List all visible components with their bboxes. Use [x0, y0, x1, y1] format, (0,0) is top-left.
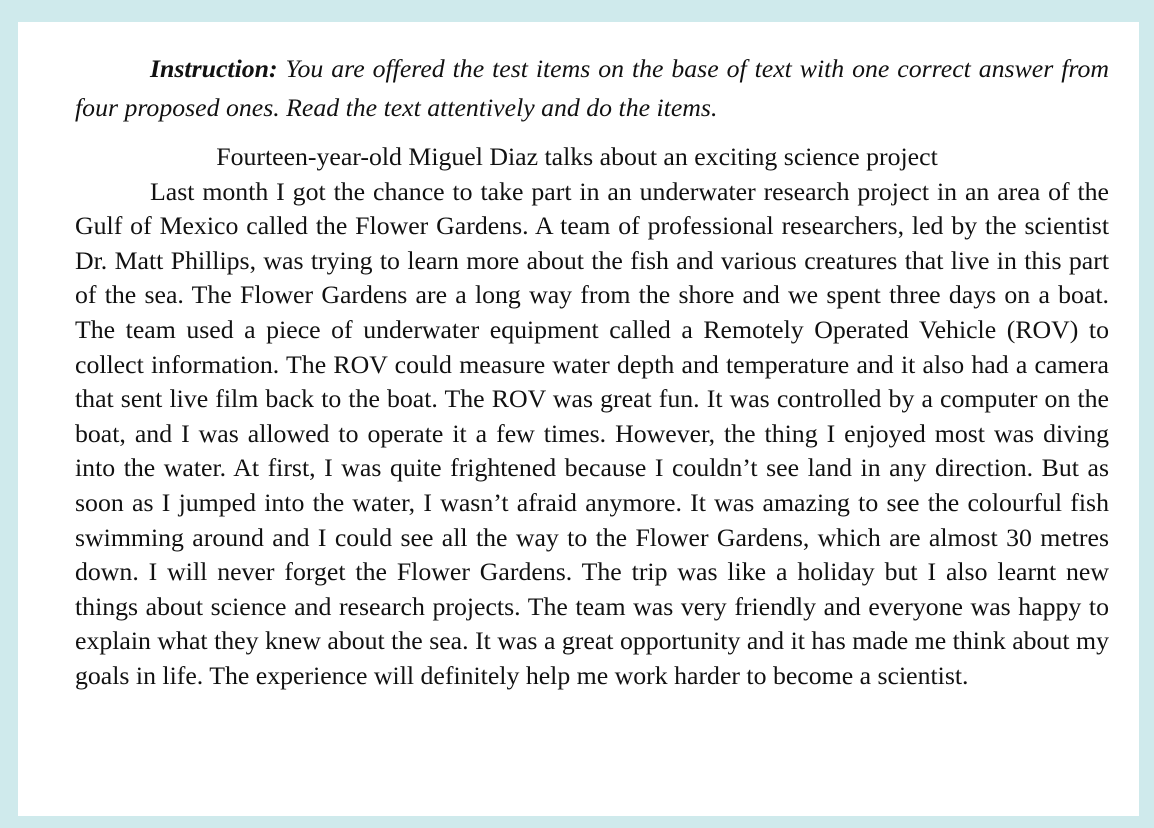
article-body: Last month I got the chance to take part in an underwater research project in an area of the Gulf of Mexico called the Flower Gardens. A team of professional researchers, led by the scientist Dr. Matt Phillips, was trying to learn more about the fish and various creatures that live in this part of the sea. The Flower Gardens are a long way from the shore and we spent three days on a boat. The team used a piece of underwater equipment called a Remotely Operated Vehicle (ROV) to collect information. The ROV could measure water depth and temperature and it also had a camera that sent live film back to the boat. The ROV was great fun. It was controlled by a computer on the boat, and I was allowed to operate it a few times. However, the thing I enjoyed most was diving into the water. At first, I was quite frightened because I couldn’t see land in any direction. But as soon as I jumped into the water, I wasn’t afraid anymore. It was amazing to see the colourful fish swimming around and I could see all the way to the Flower Gardens, which are almost 30 metres down. I will never forget the Flower Gardens. The trip was like a holiday but I also learnt new things about science and research projects. The team was very friendly and everyone was happy to explain what they knew about the sea. It was a great opportunity and it has made me think about my goals in life. The experience will definitely help me work harder to become a scientist. — [75, 176, 1109, 690]
instruction-label: Instruction: — [150, 54, 278, 83]
instruction-paragraph — [75, 49, 1109, 127]
article-title: Fourteen-year-old Miguel Diaz talks about an exciting science project — [216, 142, 938, 171]
instruction-text: You are offered the test items on the base of text with one correct answer from four proposed ones. Read the text attentively and do the items. — [75, 54, 1109, 122]
document-page — [18, 22, 1139, 816]
